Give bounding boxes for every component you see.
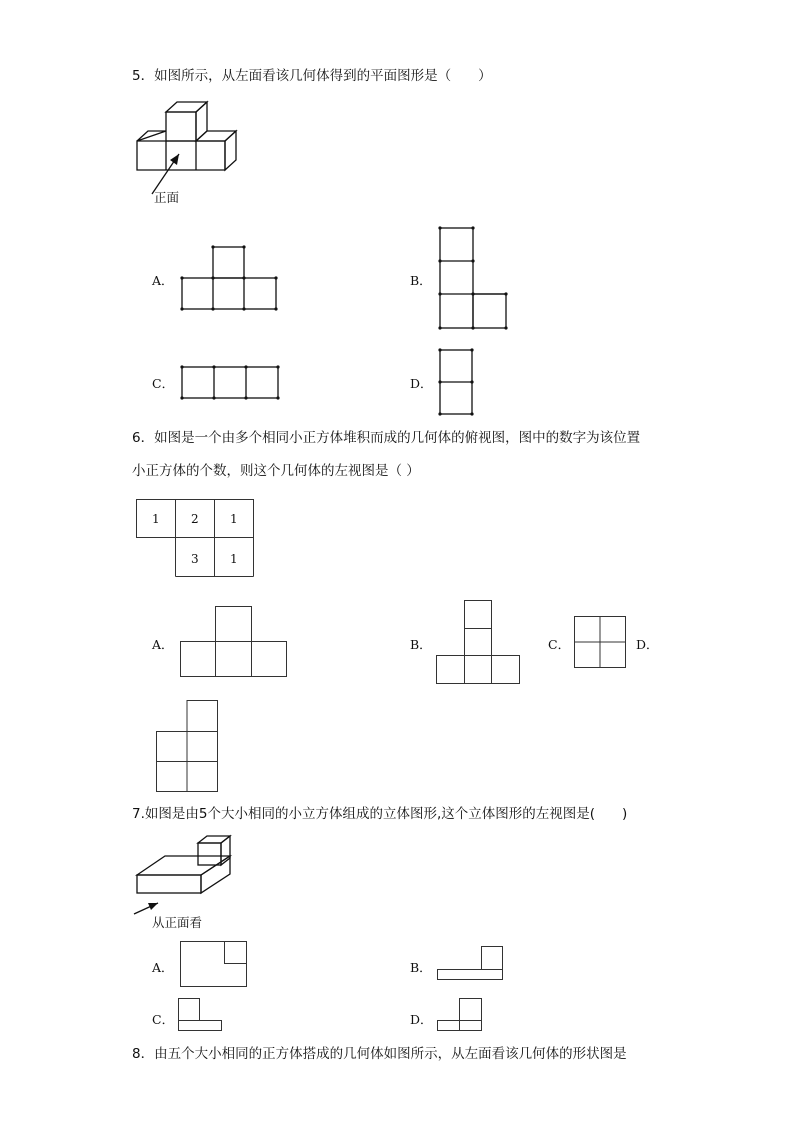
q6-option-c-figure[interactable]: [574, 616, 628, 670]
grid-cell-r1c1: 1: [152, 512, 160, 526]
q6-option-b-figure[interactable]: [436, 600, 522, 686]
q5-option-d-figure[interactable]: [440, 349, 474, 415]
q7-option-b-label[interactable]: B．: [410, 960, 432, 975]
q7-option-b-figure[interactable]: [437, 946, 505, 982]
q7-option-a-label[interactable]: A．: [152, 960, 174, 975]
q6-option-a-figure[interactable]: [180, 606, 290, 678]
question-6-text-line1: 6．如图是一个由多个相同小正方体堆积而成的几何体的俯视图，图中的数字为该位置: [132, 430, 641, 446]
q7-option-c-label[interactable]: C．: [152, 1012, 175, 1027]
grid-cell-r1c2: 2: [191, 512, 199, 526]
q6-option-a-label[interactable]: A．: [152, 637, 174, 652]
question-8-text: 8．由五个大小相同的正方体搭成的几何体如图所示，从左面看该几何体的形状图是: [132, 1046, 627, 1062]
q6-top-view-grid: [136, 499, 256, 579]
question-7-text: 7.如图是由5个大小相同的小立方体组成的立体图形,这个立体图形的左视图是( ): [132, 806, 628, 822]
grid-cell-r2c3: 1: [230, 552, 238, 566]
q7-option-c-figure[interactable]: [178, 998, 226, 1034]
q5-option-a-figure[interactable]: [182, 246, 278, 310]
question-5-text: 5．如图所示，从左面看该几何体得到的平面图形是（ ）: [132, 68, 492, 84]
grid-cell-r1c3: 1: [230, 512, 238, 526]
q5-option-c-label[interactable]: C．: [152, 376, 175, 391]
q7-solid-figure: [132, 834, 242, 934]
q6-option-b-label[interactable]: B．: [410, 637, 432, 652]
q5-option-b-label[interactable]: B．: [410, 273, 432, 288]
q5-option-c-figure[interactable]: [182, 366, 280, 400]
question-6-text-line2: 小正方体的个数，则这个几何体的左视图是（ ）: [132, 463, 420, 479]
q7-option-d-figure[interactable]: [437, 998, 485, 1034]
q5-arrow-label: 正面: [154, 190, 180, 205]
q5-option-b-figure[interactable]: [440, 228, 508, 330]
q5-option-d-label[interactable]: D．: [410, 376, 433, 391]
q6-option-d-label[interactable]: D．: [636, 637, 659, 652]
q7-option-d-label[interactable]: D．: [410, 1012, 433, 1027]
q5-solid-figure: [130, 98, 250, 210]
q5-option-a-label[interactable]: A．: [152, 273, 174, 288]
q6-option-d-figure[interactable]: [156, 700, 220, 794]
q7-arrow-label: 从正面看: [152, 915, 203, 930]
grid-cell-r2c2: 3: [191, 552, 199, 566]
q6-option-c-label[interactable]: C．: [548, 637, 571, 652]
q7-option-a-figure[interactable]: [180, 941, 250, 989]
